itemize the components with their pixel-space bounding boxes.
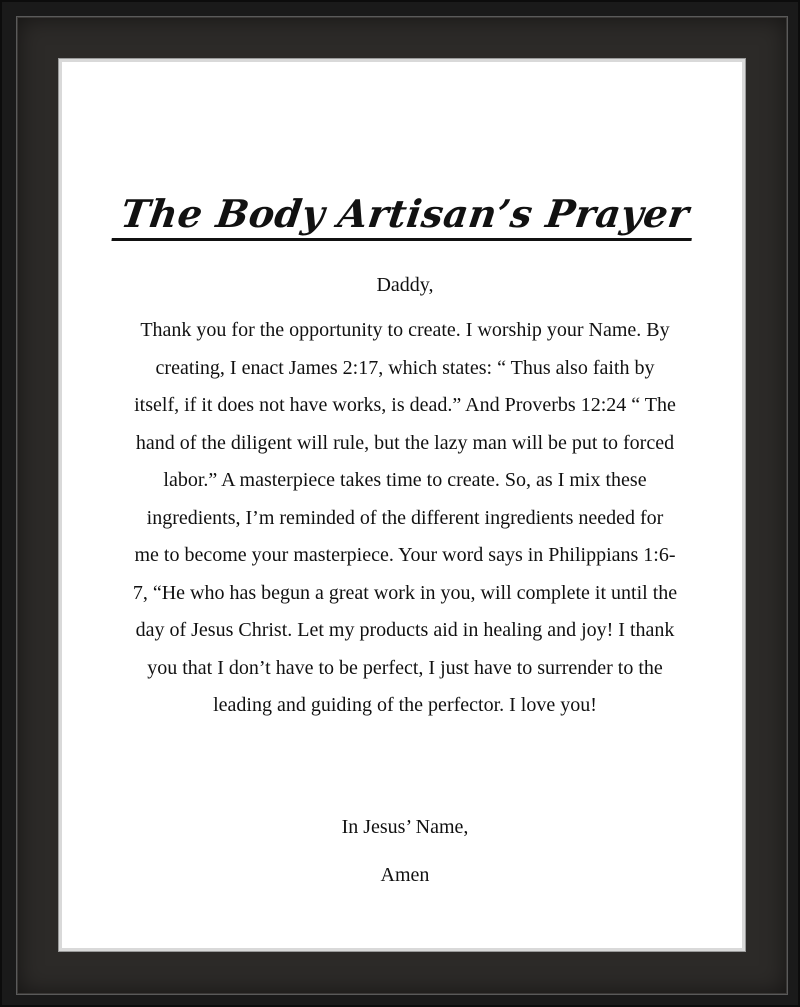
printed-page — [59, 59, 745, 951]
signoff: Amen — [380, 864, 430, 886]
closing-line: In Jesus’ Name, — [341, 816, 469, 838]
prayer-body: Thank you for the opportunity to create. I worship your Name. By creating, I enact James 2:17, which states: “ Thus also faith by itself, if it does not have works, is dead.” And Proverbs 12:24 “ The hand of the diligent will rule, but the lazy man will be put to forced labor.” A masterpiece takes time to create. So, as I mix these ingredients, I’m reminded of the different ingredients needed for me to become your masterpiece. Your word says in Philippians 1:6-7, “He who has begun a great work in you, will complete it until the day of Jesus Christ. Let my products aid in healing and joy! I thank you that I don’t have to be perfect, I just have to surrender to the leading and guiding of the perfector. I love you! — [132, 319, 678, 716]
page-title — [62, 190, 748, 241]
title-text: The Body Artisan’s Prayer — [112, 190, 699, 241]
greeting: Daddy, — [376, 274, 434, 296]
